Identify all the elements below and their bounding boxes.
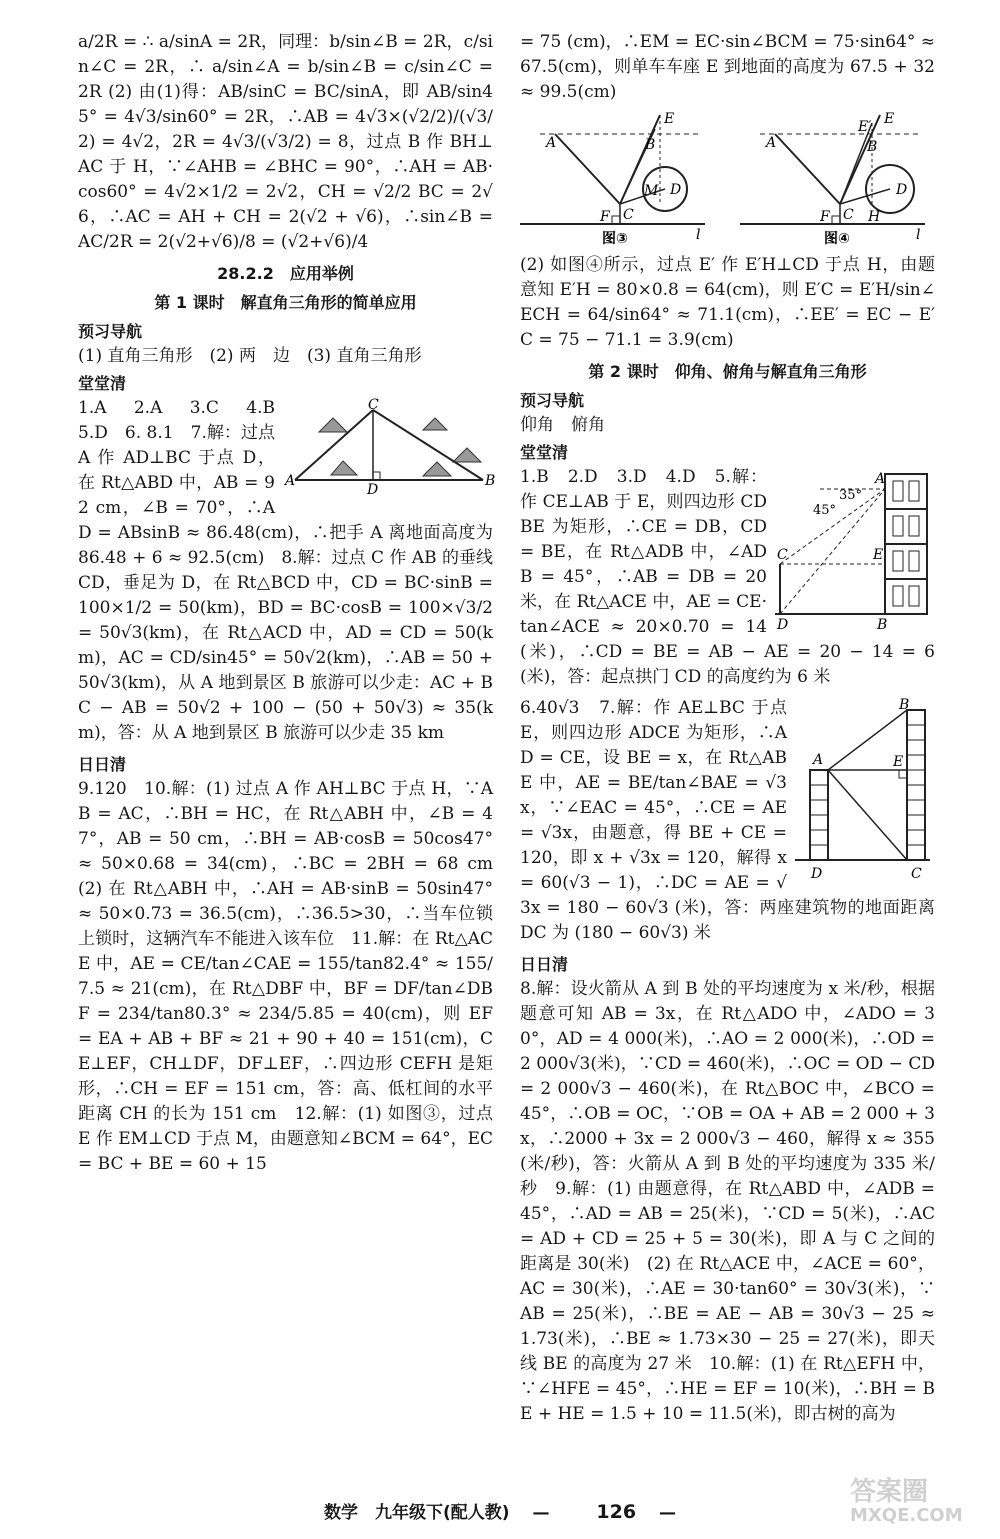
label-c: C (623, 207, 634, 223)
page-number: 126 (596, 1501, 637, 1523)
mountain-triangle-figure (283, 397, 496, 498)
label-d: D (811, 866, 823, 882)
answers-8-10: 8.解：设火箭从 A 到 B 处的平均速度为 x 米/秒，根据题意可知 AB = 3x，在 Rt△ADO 中，∠ADO = 30°，AD = 4 000(米)，∴AO = 2 000(米)，∴OD = 2 000√3(米)，∵CD = 460(米)，∴OC = OD − CD = 2 000√3 − 460(米)，在 Rt△BOC 中，∠BCO = 45°，∴OB = OC，∵OB = OA + AB = 2 000 + 3x，∴2000 + 3x = 2 000√3 − 460，解得 x ≈ 355(米/秒)，答：火箭从 A 到 B 处的平均速度为 335 米/秒 9.解：(1) 由题意得，在 Rt△ABD 中，∠ADB = 45°，∴AD = AB = 25(米)，∵CD = 5(米)，∴AC = AD + CD = 25 + 5 = 30(米)，即 A 与 C 之间的距离是 30(米) (2) 在 Rt△ACE 中，∠ACE = 60°，AC = 30(米)，∴AE = 30·tan60° = 30√3(米)，∵AB = 25(米)，∴BE = AE − AB = 30√3 − 25 ≈ 1.73(米)，∴BE ≈ 1.73×30 − 25 = 27(米)，即天线 BE 的高度为 27 米 10.解：(1) 在 Rt△EFH 中，∵∠HFE = 45°，∴HE = EF = 10(米)，∴BH = BE + HE = 1.5 + 10 = 11.5(米)，即古树的高为 (520, 979, 935, 1424)
label-c: C (777, 547, 788, 563)
label-f: F (600, 209, 610, 225)
label-e: E (893, 754, 904, 770)
label-c: C (911, 866, 922, 882)
label-l: l (916, 227, 921, 243)
label-d: D (896, 182, 908, 198)
preview-answers: (1) 直角三角形 (2) 两 边 (3) 直角三角形 (78, 346, 422, 366)
preview-heading: 预习导航 (78, 322, 143, 341)
label-f: F (820, 209, 830, 225)
daily-practice-heading: 日日清 (520, 955, 569, 974)
bike-answer-continued: = 75 (cm)，∴EM = EC·sin∠BCM = 75·sin64° ≈ 67.5(cm)，则单车车座 E 到地面的高度为 67.5 + 32 ≈ 99.5(cm) (520, 32, 935, 102)
label-e-prime: E′ (858, 119, 872, 135)
label-a: A (875, 471, 886, 487)
proof-paragraph: a/2R = ∴ a/sinA = 2R，同理：b/sin∠B = 2R，c/sin∠C = 2R，∴ a/sin∠A = b/sin∠B = c/sin∠C = 2R (2) 由(1)得：AB/sinC = BC/sinA，即 AB/sin45° = 4√3/sin60° = 2R，∴AB = 4√3×(√2/2)/(√3/2) = 4√2，2R = 4√3/(√3/2) = 8，过点 B 作 BH⊥AC 于 H，∵∠AHB = ∠BHC = 90°，∴AH = AB·cos60° = 4√2×1/2 = 2√2，CH = √2/2 BC = 2√6，∴AC = AH + CH = 2(√2 + √6)，∴sin∠B = AC/2R = 2(√2+√6)/8 = (√2+√6)/4 (78, 32, 493, 252)
label-b: B (645, 137, 656, 153)
figure-3-caption: 图③ (602, 231, 628, 247)
figure-3 (520, 109, 715, 249)
building-figure-1 (775, 469, 935, 634)
label-c: C (368, 397, 379, 413)
building-figure-2 (795, 697, 935, 890)
label-b: B (877, 617, 888, 633)
label-e: E (884, 111, 895, 127)
figure-4 (740, 109, 935, 249)
figure-4-caption: 图④ (824, 231, 850, 247)
label-a: A (285, 473, 296, 489)
bike-figures (520, 109, 935, 249)
watermark-line-1: 答案圈 (850, 1477, 929, 1507)
label-d: D (367, 482, 379, 498)
bike-answer-part-2: (2) 如图④所示，过点 E′ 作 E′H⊥CD 于点 H，由题意知 E′H = 80×0.8 = 64(cm)，则 E′C = E′H/sin∠ECH = 64/sin64° ≈ 71.1(cm)，∴EE′ = EC − E′C = 75 − 71.1 = 3.9(cm) (520, 255, 935, 350)
left-column (78, 30, 510, 1183)
lesson-1-title: 第 1 课时 解直角三角形的简单应用 (154, 293, 417, 312)
label-b: B (899, 697, 910, 713)
label-a: A (546, 135, 557, 151)
preview-heading: 预习导航 (520, 391, 585, 410)
preview-answers: 仰角 俯角 (520, 415, 605, 435)
label-l: l (696, 227, 701, 243)
angle-45: 45° (813, 503, 837, 518)
label-b: B (867, 139, 878, 155)
label-h: H (868, 209, 881, 225)
answers-6-7: 6.40√3 7.解：作 AE⊥BC 于点 E，则四边形 ADCE 为矩形，∴AD = CE，设 BE = x，在 Rt△ABE 中，AE = BE/tan∠BAE = √3x，∵∠EAC = 45°，∴CE = AE = √3x，由题意，得 BE + CE = 120，即 x + √3x = 120，解得 x = 60(√3 − 1)，∴DC = AE = √3x = 180 − 60√3 (米)，答：两座建筑物的地面距离 DC 为 (180 − 60√3) 米 (520, 698, 935, 943)
right-column (520, 30, 935, 1433)
daily-practice-heading: 日日清 (78, 755, 127, 774)
answers-1-5: 1.B 2.D 3.D 4.D 5.解：作 CE⊥AB 于 E，则四边形 CDBE 为矩形，∴CE = DB，CD = BE，在 Rt△ADB 中，∠ADB = 45°，∴AB = DB = 20 米，在 Rt△ACE 中，AE = CE·tan∠ACE ≈ 20×0.70 = 14(米)，∴CD = BE = AB − AE = 20 − 14 = 6(米)，答：起点拱门 CD 的高度约为 6 米 (520, 467, 935, 687)
page-footer: 数学 九年级下(配人教) — 126 — (324, 1501, 676, 1523)
footer-subject: 数学 九年级下(配人教) (324, 1503, 510, 1523)
label-d: D (670, 182, 682, 198)
label-m: M (644, 183, 659, 199)
class-practice-heading: 堂堂清 (520, 443, 569, 462)
label-e: E (664, 111, 675, 127)
label-c: C (843, 207, 854, 223)
label-a: A (766, 135, 777, 151)
angle-35: 35° (839, 488, 863, 503)
watermark (850, 1478, 990, 1534)
lesson-2-title: 第 2 课时 仰角、俯角与解直角三角形 (588, 362, 867, 381)
label-e: E (873, 547, 884, 563)
label-b: B (485, 473, 496, 489)
watermark-line-2: MXQE.COM (850, 1505, 963, 1526)
answers-1-8: 1.A 2.A 3.C 4.B 5.D 6. 8.1 7.解：过点 A 作 AD⊥BC 于点 D，在 Rt△ABD 中，AB = 92 cm，∠B = 70°，∴AD = ABsinB ≈ 86.48(cm)，∴把手 A 离地面高度为 86.48 + 6 ≈ 92.5(cm) 8.解：过点 C 作 AB 的垂线 CD，垂足为 D，在 Rt△BCD 中，CD = BC·sinB = 100×1/2 = 50(km)，BD = BC·cosB = 100×√3/2 = 50√3(km)，在 Rt△ACD 中，AD = CD = 50(km)，AC = CD/sin45° = 50√2(km)，∴AB = 50 + 50√3(km)，从 A 地到景区 B 旅游可以少走：AC + BC − AB = 50√2 + 100 − (50 + 50√3) ≈ 35(km)，答：从 A 地到景区 B 旅游可以少走 35 km (78, 398, 493, 743)
label-a: A (813, 752, 824, 768)
section-heading: 28.2.2 应用举例 (217, 264, 354, 283)
label-d: D (777, 617, 789, 633)
answers-9-12: 9.120 10.解：(1) 过点 A 作 AH⊥BC 于点 H，∵AB = AC，∴BH = HC，在 Rt△ABH 中，∠B = 47°，AB = 50 cm，∴BH = AB·cosB = 50cos47° ≈ 50×0.68 = 34(cm)，∴BC = 2BH = 68 cm (2) 在 Rt△ABH 中，∴AH = AB·sinB = 50sin47° ≈ 50×0.73 = 36.5(cm)，∴36.5>30，∴当车位锁上锁时，这辆汽车不能进入该车位 11.解：在 Rt△ACE 中，AE = CE/tan∠CAE = 155/tan82.4° ≈ 155/7.5 ≈ 21(cm)，在 Rt△DBF 中，BF = DF/tan∠DBF = 234/tan80.3° ≈ 234/5.85 = 40(cm)，则 EF = EA + AB + BF ≈ 21 + 90 + 40 = 151(cm)，CE⊥EF，CH⊥DF，DF⊥EF，∴四边形 CEFH 是矩形，∴CH = EF = 151 cm，答：高、低杠间的水平距离 CH 的长为 151 cm 12.解：(1) 如图③，过点 E 作 EM⊥CD 于点 M，由题意知∠BCM = 64°，EC = BC + BE = 60 + 15 (78, 779, 510, 1174)
class-practice-heading: 堂堂清 (78, 374, 127, 393)
